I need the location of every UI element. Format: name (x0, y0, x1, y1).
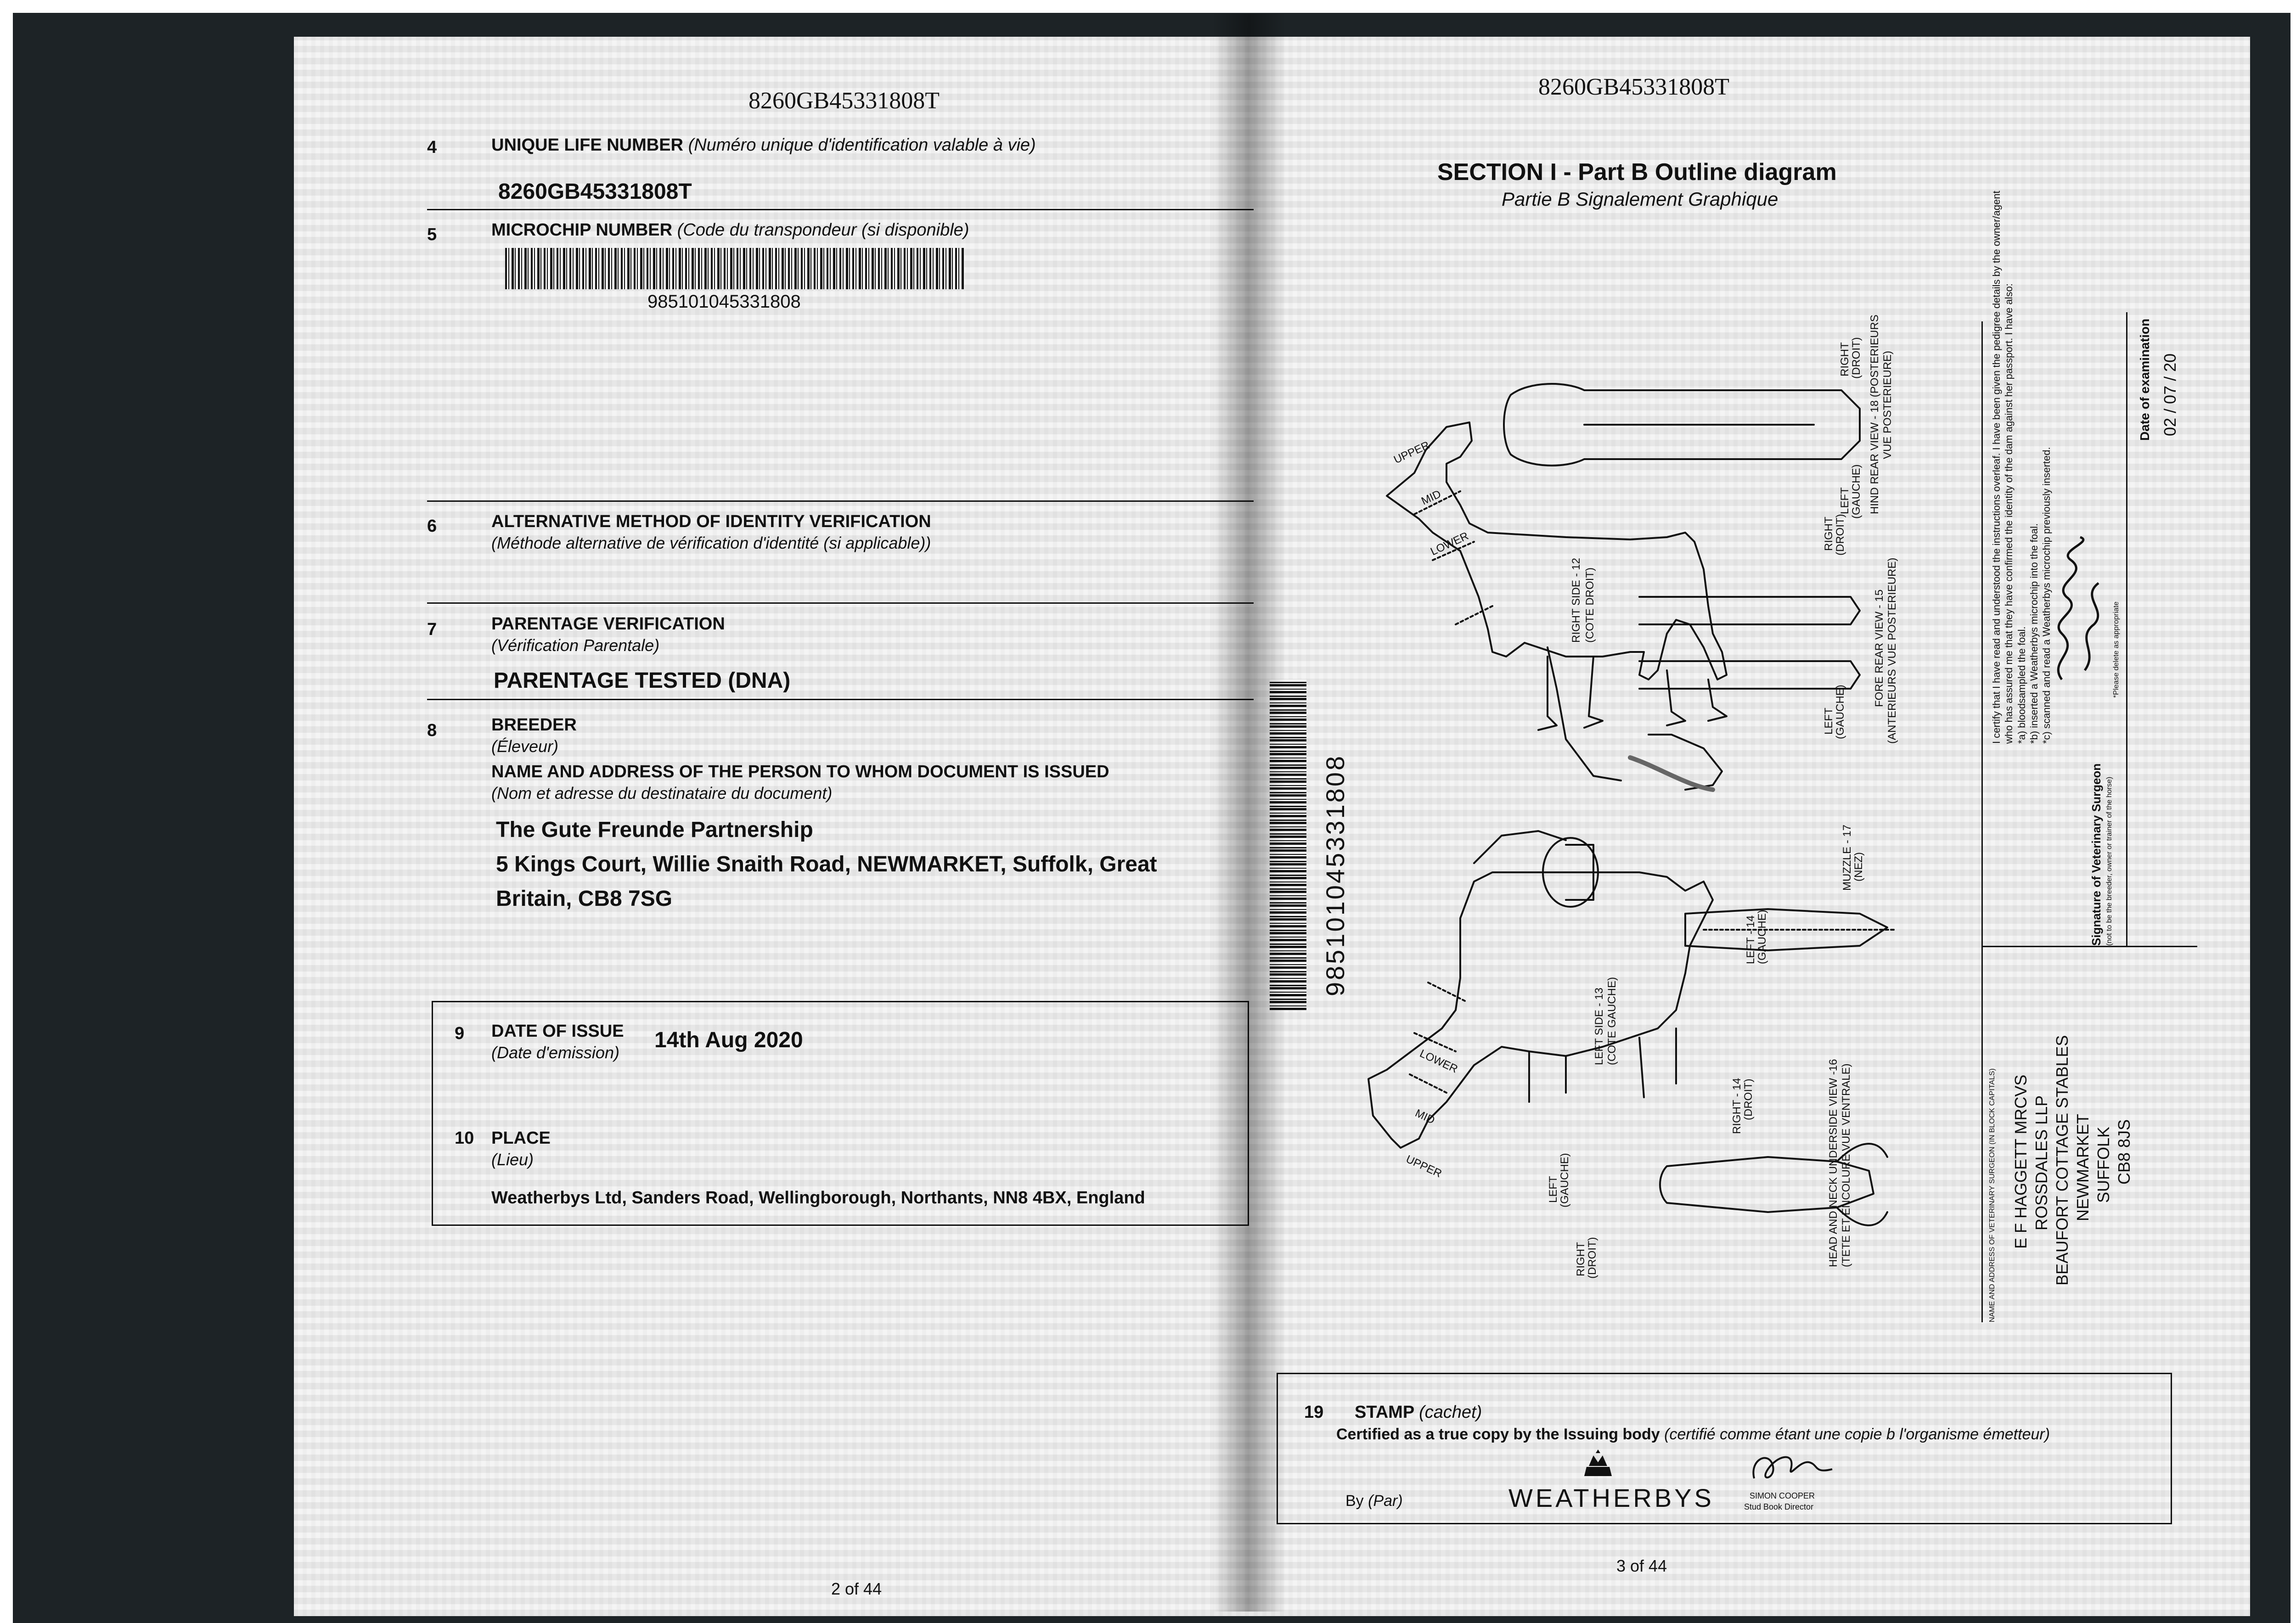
stamp-certified: Certified as a true copy by the Issuing body (certifié comme étant une copie b l'organisme émetteur) (1336, 1426, 2050, 1443)
vet-name-line-5: SUFFOLK (2094, 1126, 2113, 1203)
vet-option-a: *a) bloodsampled the foal. (2016, 626, 2027, 744)
vet-option-c: *c) scanned and read a Weatherbys microchip previously inserted. (2041, 447, 2052, 744)
label-mid: MID (1419, 488, 1443, 508)
label-muzzle-fr: (NEZ) (1852, 852, 1865, 882)
left-side-body (1368, 872, 1713, 1148)
vet-name-line-4: NEWMARKET (2073, 1114, 2092, 1221)
label-right-top-fr: (DROIT) (1850, 337, 1863, 379)
field-6-number: 6 (427, 517, 437, 536)
microchip-number: 985101045331808 (647, 292, 801, 312)
vet-divider-h (1981, 946, 2197, 947)
stamp-by: By (Par) (1345, 1492, 1403, 1510)
divider (427, 602, 1254, 604)
field-9-number: 9 (455, 1024, 465, 1043)
label-fore-rear: FORE REAR VIEW - 15 (1873, 589, 1885, 707)
label-mid-left: MID (1413, 1106, 1437, 1127)
label-left-gauche: LEFT (1823, 708, 1835, 735)
vet-certify-2: who has assured me that they have confirmed the identity of the dam against her passport. I have also: (2003, 283, 2015, 744)
right-side-tail-hair (1548, 647, 1621, 781)
signer-name: SIMON COOPER (1750, 1491, 1815, 1500)
field-4-number: 4 (427, 138, 437, 157)
label-right-droit-fr: (DROIT) (1834, 514, 1846, 556)
field-7-number: 7 (427, 620, 437, 639)
vet-signature (2043, 533, 2117, 689)
recipient-name: The Gute Freunde Partnership (496, 818, 813, 842)
section-title: SECTION I - Part B Outline diagram (1437, 159, 1837, 185)
label-right-side-fr: (COTE DROIT) (1584, 567, 1596, 643)
serial-number-top: 8260GB45331808T (748, 88, 940, 114)
label-fore-rear-fr: (ANTERIEURS VUE POSTERIEURE) (1886, 557, 1898, 744)
field-10-label: PLACE (491, 1129, 551, 1148)
label-left-14-fr: (GAUCHE) (1756, 910, 1768, 964)
field-7-label: PARENTAGE VERIFICATION (491, 614, 725, 634)
field-8-label: BREEDER (491, 715, 577, 735)
stamp-signature (1740, 1442, 1841, 1492)
lower-line (1456, 606, 1492, 624)
unique-life-number: 8260GB45331808T (498, 180, 692, 204)
weatherbys-crest-icon (1580, 1449, 1616, 1481)
vet-option-b: *b) inserted a Weatherbys microchip into the foal. (2028, 523, 2040, 744)
label-left-bottom: LEFT (1547, 1176, 1559, 1203)
parentage-value: PARENTAGE TESTED (DNA) (494, 668, 791, 693)
field-8-number: 8 (427, 721, 437, 740)
label-left-gauche-fr: (GAUCHE) (1834, 685, 1846, 739)
right-side-legs (1538, 657, 1727, 730)
label-head-neck-fr: (TETE ET ENCOLURE VUE VENTRALE) (1840, 1063, 1852, 1267)
field-6-label: ALTERNATIVE METHOD OF IDENTITY VERIFICATION (491, 512, 931, 531)
field-4-label: UNIQUE LIFE NUMBER (Numéro unique d'identification valable à vie) (491, 135, 1036, 155)
label-head-neck: HEAD AND NECK UNDERSIDE VIEW -16 (1827, 1059, 1840, 1267)
label-left-14: LEFT - 14 (1745, 915, 1757, 964)
vet-name-line-1: E F HAGGETT MRCVS (2011, 1074, 2030, 1249)
recipient-address-1: 5 Kings Court, Willie Snaith Road, NEWMARKET, Suffolk, Great (496, 852, 1157, 876)
right-page (1254, 37, 2250, 1616)
field-8-label-2: NAME AND ADDRESS OF THE PERSON TO WHOM DOCUMENT IS ISSUED (491, 762, 1109, 781)
vet-delete-note: *Please delete as appropriate (2112, 601, 2120, 698)
vet-divider-2 (2126, 312, 2127, 946)
field-9-label: DATE OF ISSUE (491, 1022, 624, 1041)
field-8-label-2-fr: (Nom et adresse du destinataire du document) (491, 784, 833, 803)
divider (427, 699, 1254, 700)
label-muzzle: MUZZLE - 17 (1841, 824, 1853, 891)
field-10-number: 10 (455, 1129, 474, 1148)
label-left-bottom-fr: (GAUCHE) (1559, 1153, 1571, 1207)
label-upper-left: UPPER (1404, 1152, 1444, 1180)
label-lower-left: LOWER (1418, 1047, 1460, 1076)
vet-name-line-6: CB8 8JS (2115, 1119, 2133, 1185)
vet-signature-note: (not to be the breeder, owner or trainer of the horse) (2105, 776, 2113, 946)
label-right-top: RIGHT (1839, 342, 1851, 376)
microchip-barcode (505, 248, 964, 289)
label-left-top: LEFT (1839, 487, 1851, 514)
label-left-top-fr: (GAUCHE) (1850, 464, 1863, 519)
divider (427, 209, 1254, 210)
mid-line-left (1414, 1033, 1456, 1051)
field-6-label-fr: (Méthode alternative de vérification d'identité (si applicable)) (491, 534, 931, 552)
serial-number-top-right: 8260GB45331808T (1538, 74, 1729, 100)
weatherbys-logo: WEATHERBYS (1508, 1483, 1714, 1512)
field-9-label-fr: (Date d'emission) (491, 1043, 619, 1062)
place-of-issue: Weatherbys Ltd, Sanders Road, Wellingborough, Northants, NN8 4BX, England (491, 1188, 1145, 1207)
field-10-label-fr: (Lieu) (491, 1150, 534, 1169)
field-7-label-fr: (Vérification Parentale) (491, 636, 660, 655)
vet-name-line-3: BEAUFORT COTTAGE STABLES (2053, 1035, 2071, 1286)
page-number-right: 3 of 44 (1616, 1556, 1667, 1575)
divider (427, 500, 1254, 502)
label-right-droit: RIGHT (1823, 517, 1835, 551)
label-right-14-fr: (DROIT) (1742, 1078, 1755, 1120)
stamp-label: STAMP (cachet) (1355, 1403, 1482, 1422)
fore-rear-legs (1639, 597, 1860, 689)
label-right-bottom-fr: (DROIT) (1586, 1237, 1598, 1279)
vet-signature-label: Signature of Veterinary Surgeon (2089, 763, 2103, 946)
label-hind-rear-fr: VUE POSTERIEURE) (1881, 350, 1894, 459)
stamp-box (1277, 1373, 2172, 1524)
vet-divider (1981, 321, 1983, 1322)
label-lower: LOWER (1429, 529, 1471, 558)
date-of-issue: 14th Aug 2020 (654, 1028, 803, 1052)
label-right-side: RIGHT SIDE - 12 (1570, 558, 1582, 643)
tail-shade (1630, 758, 1713, 790)
horse-outline-diagram (1309, 275, 1988, 1286)
vet-name-label: NAME AND ADDRESS OF VETERINARY SURGEON (IN BLOCK CAPITALS) (1988, 1068, 1996, 1322)
section-subtitle: Partie B Signalement Graphique (1502, 188, 1778, 210)
label-upper: UPPER (1392, 439, 1432, 466)
label-right-14: RIGHT - 14 (1731, 1078, 1743, 1134)
field-8-label-fr: (Éleveur) (491, 737, 559, 756)
spine-shadow (1212, 14, 1286, 1612)
page-number-left: 2 of 44 (831, 1579, 882, 1598)
field-5-number: 5 (427, 225, 437, 244)
vet-name-line-2: ROSSDALES LLP (2032, 1095, 2051, 1230)
label-left-side: LEFT SIDE - 13 (1593, 988, 1605, 1065)
label-right-bottom: RIGHT (1575, 1242, 1587, 1276)
vet-certify-1: I certify that I have read and understood the instructions overleaf. I have been given the pedigree details by the owner/agent (1991, 191, 2002, 744)
field-5-label: MICROCHIP NUMBER (Code du transpondeur (si disponible) (491, 220, 969, 240)
spine-barcode-number: 985101045331808 (1321, 754, 1350, 996)
signer-title: Stud Book Director (1744, 1502, 1814, 1511)
left-page (294, 37, 1254, 1616)
exam-date-label: Date of examination (2138, 318, 2152, 441)
exam-date-value: 02 / 07 / 20 (2161, 353, 2179, 436)
recipient-address-2: Britain, CB8 7SG (496, 887, 673, 911)
label-hind-rear: HIND REAR VIEW - 18 (POSTERIEURS (1868, 314, 1881, 514)
upper-line-left (1410, 1074, 1446, 1093)
label-left-side-fr: (COTE GAUCHE) (1606, 977, 1618, 1065)
stamp-number: 19 (1304, 1403, 1324, 1422)
